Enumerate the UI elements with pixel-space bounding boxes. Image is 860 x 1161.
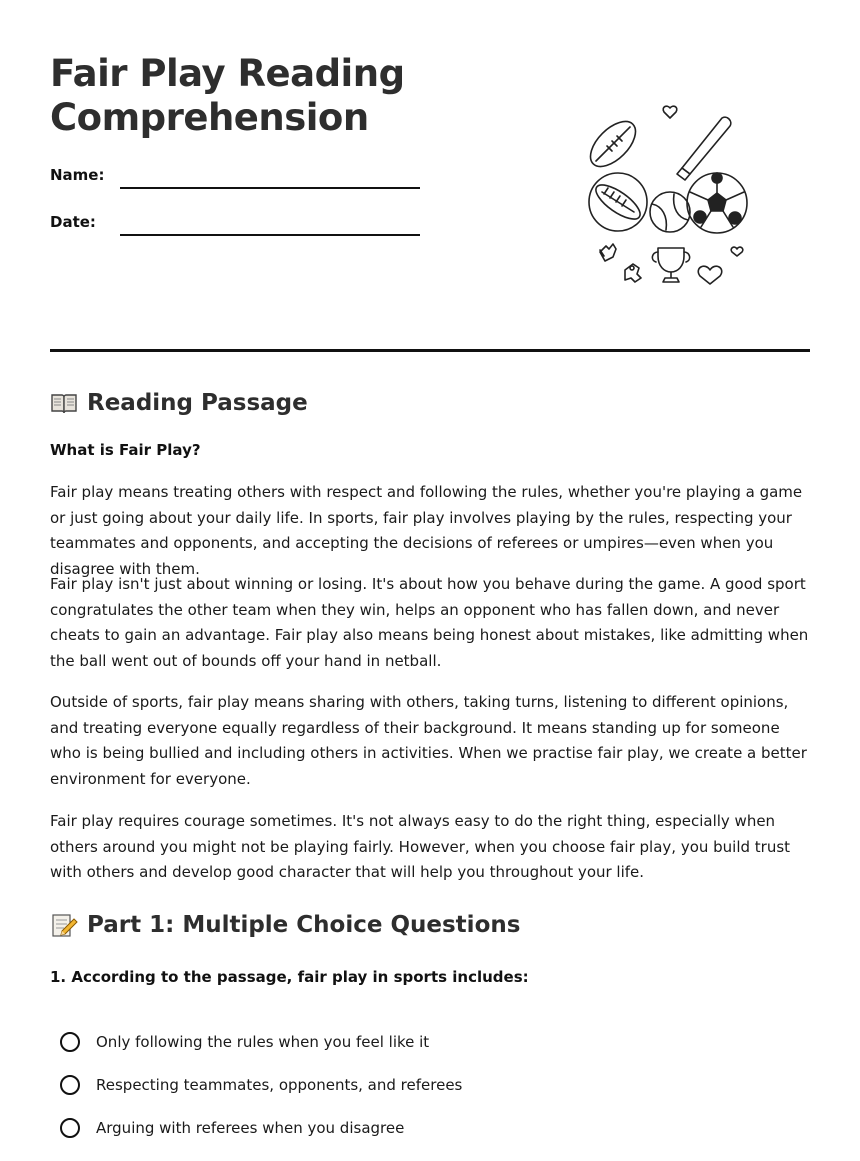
name-label: Name: [50,166,105,184]
small-heart-icon [731,247,743,256]
title-line-2: Comprehension [50,96,369,139]
radio-button[interactable] [60,1118,80,1138]
option-label: Only following the rules when you feel like it [96,1033,430,1051]
passage-paragraph-3: Outside of sports, fair play means sharing with others, taking turns, listening to different opinions, and treating everyone equally regardless of their background. It means standing up for someone who is being bullied and including others in activities. When we practise fair play, we create a better environment for everyone. [50,693,807,789]
passage-subheading: What is Fair Play? [50,441,201,459]
handshake-icon [625,264,641,282]
heart-outline-icon [698,266,721,284]
option-label: Respecting teammates, opponents, and referees [96,1076,463,1094]
soccer-ball-icon [687,173,747,233]
option-label: Arguing with referees when you disagree [96,1119,405,1137]
radio-button[interactable] [60,1075,80,1095]
rugby-ball-icon [583,114,644,175]
american-football-icon [589,173,647,231]
open-book-icon [50,391,78,415]
trophy-icon [652,248,689,282]
date-field[interactable] [120,234,420,236]
question-1-option-a[interactable] [60,1032,429,1052]
heart-icon [663,106,677,118]
page-title [50,52,405,140]
section-divider [50,349,810,352]
sports-equipment-illustration [580,100,755,290]
question-1-option-b[interactable] [60,1075,462,1095]
date-label: Date: [50,213,96,231]
part1-heading [50,912,520,938]
part1-heading-text: Part 1: Multiple Choice Questions [87,912,521,938]
memo-pencil-icon [50,913,78,937]
passage-paragraph-2: Fair play isn't just about winning or losing. It's about how you behave during the game. A good sport congratulates the other team when they win, helps an opponent who has fallen down, and never cheats to gain an advantage. Fair play also means being honest about mistakes, like admitting when the ball went out of bounds off your hand in netball. [50,575,809,671]
passage-paragraph-4: Fair play requires courage sometimes. It's not always easy to do the right thing, especially when others around you might not be playing fairly. However, when you choose fair play, you build trust with others and develop good character that will help you throughout your life. [50,812,791,882]
clapping-hands-icon [600,244,616,261]
title-line-1: Fair Play Reading [50,52,405,95]
tennis-ball-icon [650,192,690,232]
question-1: 1. According to the passage, fair play in sports includes: [50,968,529,986]
name-field[interactable] [120,187,420,189]
baseball-bat-icon [677,117,731,180]
passage-paragraph-1: Fair play means treating others with respect and following the rules, whether you're playing a game or just going about your daily life. In sports, fair play involves playing by the rules, respecting your teammates and opponents, and accepting the decisions of referees or umpires—even when you disagree with them. [50,483,803,579]
question-1-option-c[interactable] [60,1118,404,1138]
radio-button[interactable] [60,1032,80,1052]
reading-passage-heading [50,390,308,416]
reading-passage-heading-text: Reading Passage [87,390,308,416]
